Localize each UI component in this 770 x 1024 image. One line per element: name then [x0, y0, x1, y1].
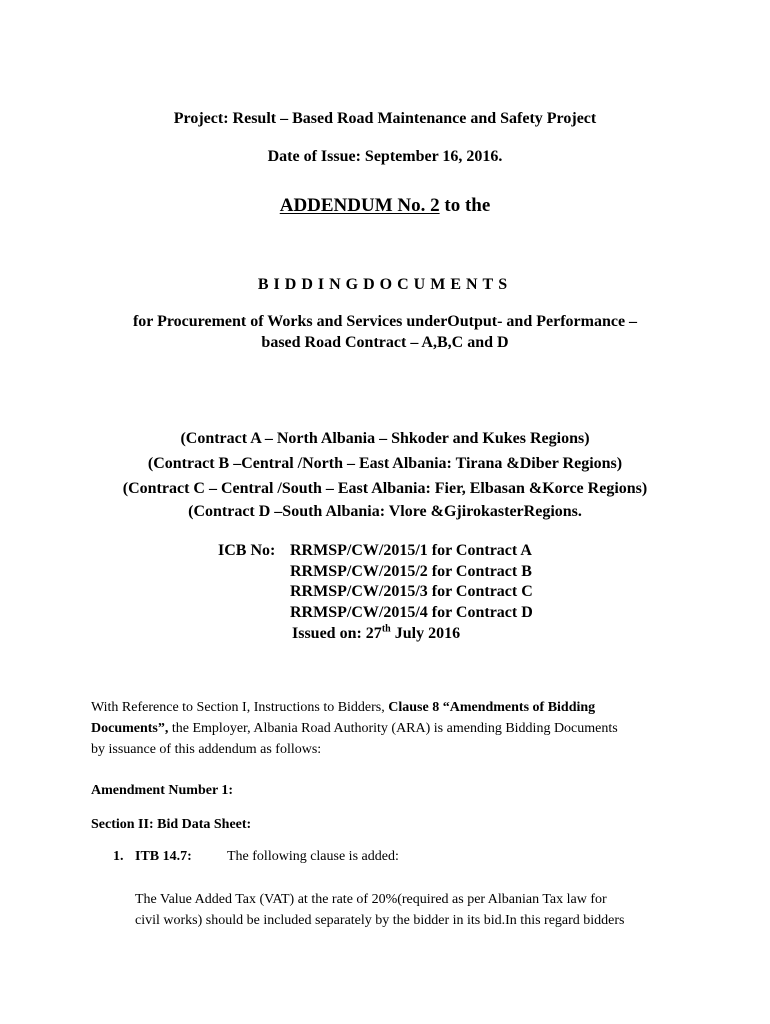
addendum-title — [0, 195, 770, 217]
vat-paragraph-line-2: civil works) should be included separately by the bidder in its bid.In this regard bidders — [135, 913, 625, 928]
clause-reference: Clause 8 “Amendments of Bidding — [388, 700, 596, 715]
intro-line-1 — [91, 697, 595, 718]
section-heading: Section II: Bid Data Sheet: — [91, 817, 252, 832]
icb-number-c: RRMSP/CW/2015/3 for Contract C — [290, 583, 533, 600]
intro-text: With Reference to Section I, Instructions to Bidders, — [91, 700, 389, 715]
icb-number-d: RRMSP/CW/2015/4 for Contract D — [290, 604, 533, 621]
list-item-number: 1. — [113, 849, 124, 864]
intro-line-2 — [91, 718, 618, 739]
icb-label: ICB No: — [218, 542, 276, 559]
issued-on-prefix: Issued on: 27 — [292, 625, 382, 642]
contract-a: (Contract A – North Albania – Shkoder and Kukes Regions) — [180, 430, 590, 447]
amendment-heading: Amendment Number 1: — [91, 783, 234, 798]
contract-d: (Contract D –South Albania: Vlore &GjirokasterRegions. — [188, 503, 582, 520]
intro-line-3: by issuance of this addendum as follows: — [91, 742, 322, 757]
itb-clause-text: The following clause is added: — [227, 849, 399, 864]
addendum-to-the: to the — [439, 195, 491, 216]
contract-c: (Contract C – Central /South – East Albania: Fier, Elbasan &Korce Regions) — [122, 480, 648, 497]
icb-number-b: RRMSP/CW/2015/2 for Contract B — [290, 563, 532, 580]
procurement-subtitle-line1: for Procurement of Works and Services underOutput- and Performance – — [132, 313, 638, 330]
issued-on-superscript: th — [381, 623, 391, 635]
project-title: Project: Result – Based Road Maintenance and Safety Project — [173, 110, 597, 127]
procurement-subtitle-line2: based Road Contract – A,B,C and D — [261, 334, 509, 351]
intro-text-continued: the Employer, Albania Road Authority (ARA) is amending Bidding Documents — [168, 721, 618, 736]
contract-b: (Contract B –Central /North – East Albania: Tirana &Diber Regions) — [147, 455, 623, 472]
addendum-number: ADDENDUM No. 2 — [279, 195, 440, 216]
icb-number-a: RRMSP/CW/2015/1 for Contract A — [290, 542, 532, 559]
bidding-documents-heading: BIDDINGDOCUMENTS — [257, 276, 513, 293]
vat-paragraph-line-1: The Value Added Tax (VAT) at the rate of 20%(required as per Albanian Tax law for — [135, 892, 607, 907]
issue-date: Date of Issue: September 16, 2016. — [267, 148, 503, 165]
issued-on — [292, 625, 460, 643]
itb-reference: ITB 14.7: — [135, 849, 192, 864]
issued-on-suffix: July 2016 — [390, 625, 461, 642]
clause-reference-end: Documents”, — [91, 721, 169, 736]
